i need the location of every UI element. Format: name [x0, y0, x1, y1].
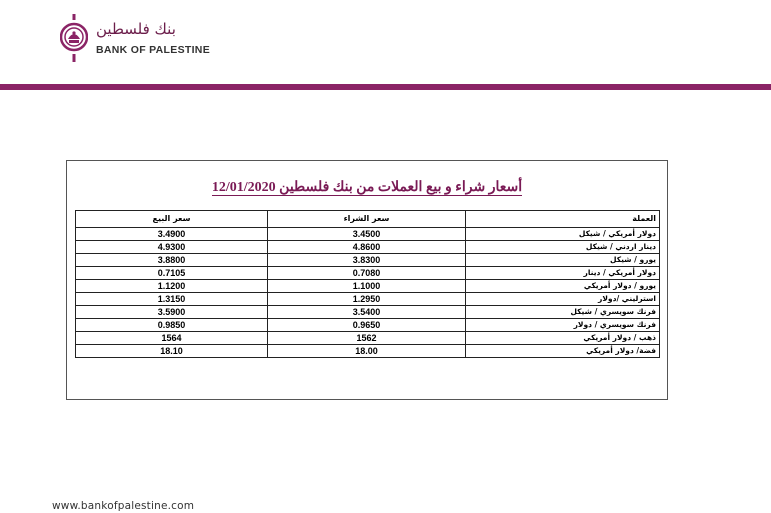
bank-seal-icon — [60, 14, 88, 62]
sell-rate: 0.7105 — [76, 267, 268, 280]
currency-pair: دولار أمريكي / شيكل — [466, 228, 660, 241]
exchange-rates-table — [75, 210, 660, 358]
currency-pair: فضة/ دولار أمريكي — [466, 345, 660, 358]
brand-name-english: BANK OF PALESTINE — [96, 44, 210, 56]
table-header-row — [76, 211, 660, 228]
buy-rate: 1.1000 — [268, 280, 466, 293]
currency-pair: دولار أمريكي / دينار — [466, 267, 660, 280]
table-row — [76, 228, 660, 241]
buy-rate: 0.7080 — [268, 267, 466, 280]
table-row — [76, 241, 660, 254]
sell-rate: 3.4900 — [76, 228, 268, 241]
buy-rate: 1.2950 — [268, 293, 466, 306]
buy-rate: 3.8300 — [268, 254, 466, 267]
currency-pair: فرنك سويسري / دولار — [466, 319, 660, 332]
table-row — [76, 345, 660, 358]
header-sell: سعر البيع — [76, 211, 268, 228]
table-row — [76, 267, 660, 280]
table-row — [76, 332, 660, 345]
currency-pair: فرنك سويسري / شيكل — [466, 306, 660, 319]
sell-rate: 1.1200 — [76, 280, 268, 293]
exchange-rates-panel — [66, 160, 668, 400]
table-row — [76, 254, 660, 267]
sell-rate: 3.8800 — [76, 254, 268, 267]
buy-rate: 4.8600 — [268, 241, 466, 254]
sell-rate: 0.9850 — [76, 319, 268, 332]
header-currency: العملة — [466, 211, 660, 228]
buy-rate: 0.9650 — [268, 319, 466, 332]
sell-rate: 3.5900 — [76, 306, 268, 319]
table-row — [76, 306, 660, 319]
sell-rate: 1.3150 — [76, 293, 268, 306]
table-title — [67, 179, 667, 196]
currency-pair: يورو / شيكل — [466, 254, 660, 267]
buy-rate: 3.4500 — [268, 228, 466, 241]
buy-rate: 1562 — [268, 332, 466, 345]
footer-website-url: www.bankofpalestine.com — [52, 500, 195, 512]
header-divider-bar — [0, 84, 771, 90]
table-row — [76, 293, 660, 306]
sell-rate: 18.10 — [76, 345, 268, 358]
bank-logo — [58, 14, 208, 68]
buy-rate: 18.00 — [268, 345, 466, 358]
currency-pair: دينار اردني / شيكل — [466, 241, 660, 254]
sell-rate: 4.9300 — [76, 241, 268, 254]
table-title-text: أسعار شراء و بيع العملات من بنك فلسطين 12/01/2020 — [211, 180, 523, 195]
buy-rate: 3.5400 — [268, 306, 466, 319]
currency-pair: استرليني /دولار — [466, 293, 660, 306]
currency-pair: ذهب / دولار أمريكي — [466, 332, 660, 345]
currency-pair: يورو / دولار أمريكي — [466, 280, 660, 293]
table-row — [76, 280, 660, 293]
header-buy: سعر الشراء — [268, 211, 466, 228]
brand-name-arabic: بنك فلسطين — [96, 20, 176, 38]
sell-rate: 1564 — [76, 332, 268, 345]
table-row — [76, 319, 660, 332]
